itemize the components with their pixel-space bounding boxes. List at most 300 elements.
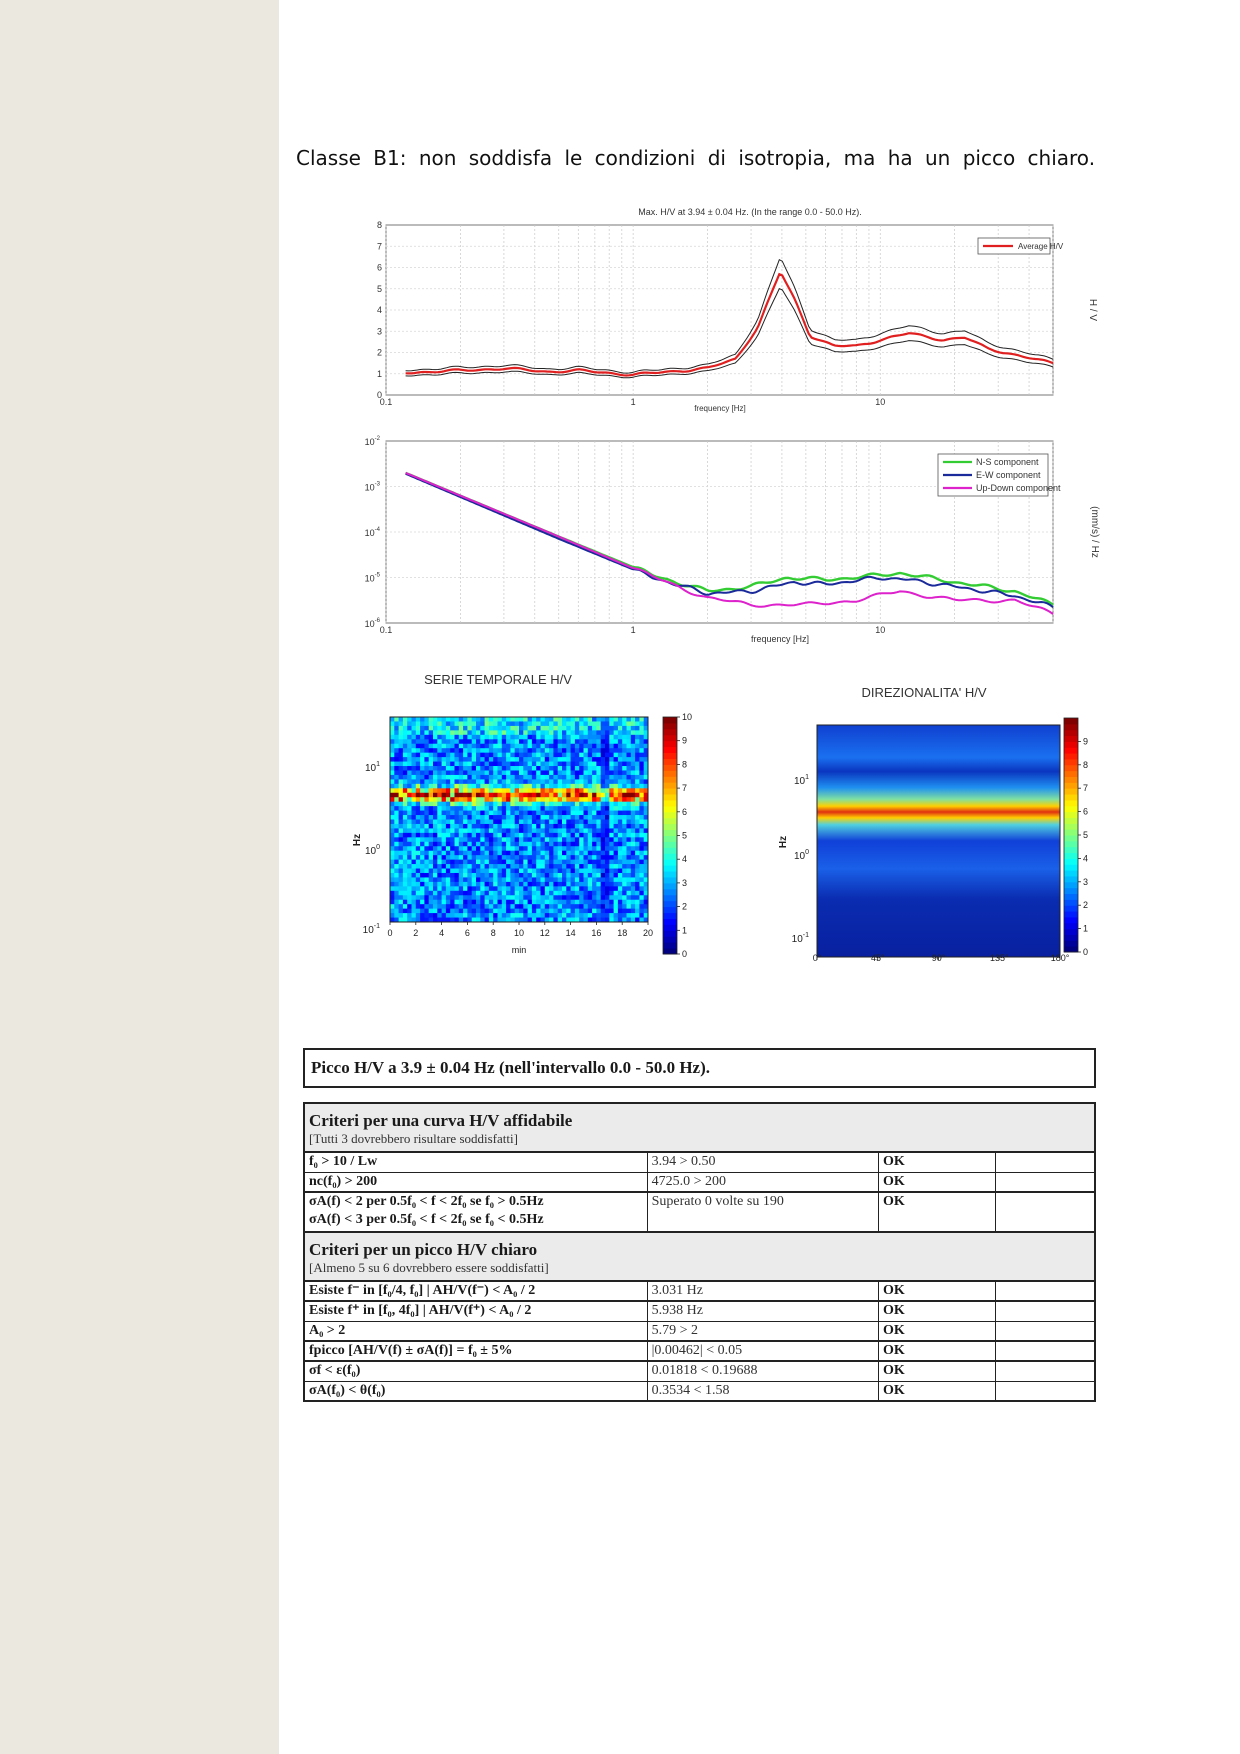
heatmap-cell xyxy=(455,882,460,887)
heatmap-cell xyxy=(416,748,421,753)
heatmap-cell xyxy=(536,877,541,882)
hv-x-ticks xyxy=(380,397,886,407)
heatmap-cell xyxy=(553,877,558,882)
heatmap-cell xyxy=(420,864,425,869)
heatmap-cell xyxy=(631,837,636,842)
heatmap-cell xyxy=(420,891,425,896)
heatmap-cell xyxy=(541,757,546,762)
heatmap-cell xyxy=(407,851,412,856)
heatmap-cell xyxy=(455,869,460,874)
colorbar-segment xyxy=(663,764,677,770)
heatmap-cell xyxy=(485,802,490,807)
heatmap-cell xyxy=(455,784,460,789)
heatmap-cell xyxy=(639,882,644,887)
hv-legend-label: Average H/V xyxy=(1018,242,1064,251)
heatmap-cell xyxy=(420,851,425,856)
colorbar-segment xyxy=(663,859,677,865)
heatmap-cell xyxy=(596,904,601,909)
colorbar-segment xyxy=(1064,794,1078,800)
heatmap-cell xyxy=(476,726,481,731)
heatmap-cell xyxy=(575,864,580,869)
heatmap-cell xyxy=(592,820,597,825)
heatmap-cell xyxy=(575,842,580,847)
heatmap-cell xyxy=(510,904,515,909)
heatmap-cell xyxy=(403,797,408,802)
x-tick-label: 45° xyxy=(870,953,885,963)
colorbar-segment xyxy=(663,918,677,924)
heatmap-cell xyxy=(592,842,597,847)
heatmap-cell xyxy=(639,726,644,731)
heatmap-cell xyxy=(407,717,412,722)
heatmap-cell xyxy=(631,851,636,856)
heatmap-cell xyxy=(510,797,515,802)
heatmap-cell xyxy=(631,788,636,793)
heatmap-cell xyxy=(541,864,546,869)
heatmap-cell xyxy=(493,797,498,802)
heatmap-cell xyxy=(480,802,485,807)
heatmap-cell xyxy=(476,748,481,753)
heatmap-cell xyxy=(446,739,451,744)
heatmap-cell xyxy=(424,779,429,784)
heatmap-cell xyxy=(472,766,477,771)
heatmap-cell xyxy=(639,775,644,780)
heatmap-cell xyxy=(631,815,636,820)
heatmap-cell xyxy=(528,846,533,851)
heatmap-cell xyxy=(442,793,447,798)
heatmap-cell xyxy=(493,815,498,820)
heatmap-cell xyxy=(424,855,429,860)
heatmap-cell xyxy=(639,900,644,905)
heatmap-cell xyxy=(575,726,580,731)
heatmap-cell xyxy=(472,726,477,731)
heatmap-cell xyxy=(528,762,533,767)
heatmap-cell xyxy=(541,877,546,882)
heatmap-cell xyxy=(558,766,563,771)
heatmap-cell xyxy=(506,851,511,856)
heatmap-cell xyxy=(523,726,528,731)
heatmap-cell xyxy=(412,775,417,780)
heatmap-cell xyxy=(489,873,494,878)
heatmap-cell xyxy=(394,811,399,816)
heatmap-cell xyxy=(609,779,614,784)
heatmap-cell xyxy=(519,909,524,914)
heatmap-cell xyxy=(536,793,541,798)
heatmap-cell xyxy=(549,860,554,865)
heatmap-cell xyxy=(433,730,438,735)
heatmap-cell xyxy=(472,748,477,753)
heatmap-cell xyxy=(480,824,485,829)
heatmap-cell xyxy=(416,762,421,767)
heatmap-cell xyxy=(545,766,550,771)
heatmap-cell xyxy=(420,904,425,909)
heatmap-cell xyxy=(558,721,563,726)
heatmap-cell xyxy=(562,837,567,842)
heatmap-cell xyxy=(459,726,464,731)
heatmap-cell xyxy=(618,873,623,878)
heatmap-cell xyxy=(515,721,520,726)
empty-cell xyxy=(995,1192,1095,1232)
heatmap-cell xyxy=(605,886,610,891)
heatmap-cell xyxy=(545,877,550,882)
heatmap-cell xyxy=(541,770,546,775)
heatmap-cell xyxy=(493,828,498,833)
heatmap-cell xyxy=(635,784,640,789)
heatmap-cell xyxy=(528,744,533,749)
heatmap-cell xyxy=(485,793,490,798)
heatmap-cell xyxy=(424,900,429,905)
heatmap-cell xyxy=(472,802,477,807)
heatmap-cell xyxy=(596,735,601,740)
heatmap-cell xyxy=(472,851,477,856)
heatmap-cell xyxy=(485,851,490,856)
heatmap-cell xyxy=(631,748,636,753)
heatmap-cell xyxy=(407,811,412,816)
heatmap-cell xyxy=(403,877,408,882)
heatmap-cell xyxy=(390,877,395,882)
heatmap-cell xyxy=(476,904,481,909)
heatmap-cell xyxy=(493,864,498,869)
colorbar-segment xyxy=(1064,730,1078,736)
heatmap-cell xyxy=(407,721,412,726)
heatmap-cell xyxy=(493,909,498,914)
heatmap-cell xyxy=(412,833,417,838)
heatmap-cell xyxy=(562,784,567,789)
heatmap-cell xyxy=(442,806,447,811)
heatmap-cell xyxy=(579,860,584,865)
heatmap-cell xyxy=(515,909,520,914)
heatmap-cell xyxy=(394,784,399,789)
heatmap-cell xyxy=(579,820,584,825)
heatmap-cell xyxy=(433,864,438,869)
heatmap-cell xyxy=(433,891,438,896)
heatmap-cell xyxy=(541,753,546,758)
heatmap-cell xyxy=(502,833,507,838)
heatmap-cell xyxy=(467,802,472,807)
heatmap-cell xyxy=(510,891,515,896)
heatmap-cell xyxy=(399,891,404,896)
heatmap-cell xyxy=(455,909,460,914)
time-series-panel xyxy=(340,670,693,960)
heatmap-cell xyxy=(493,837,498,842)
heatmap-cell xyxy=(442,837,447,842)
heatmap-cell xyxy=(639,833,644,838)
heatmap-cell xyxy=(566,846,571,851)
heatmap-cell xyxy=(429,855,434,860)
heatmap-cell xyxy=(596,784,601,789)
heatmap-cell xyxy=(412,757,417,762)
heatmap-cell xyxy=(455,735,460,740)
heatmap-cell xyxy=(627,904,632,909)
heatmap-cell xyxy=(601,753,606,758)
colorbar-segment xyxy=(1064,800,1078,806)
heatmap-cell xyxy=(558,770,563,775)
heatmap-cell xyxy=(476,824,481,829)
heatmap-cell xyxy=(433,877,438,882)
heatmap-cell xyxy=(429,735,434,740)
heatmap-cell xyxy=(472,717,477,722)
heatmap-cell xyxy=(523,793,528,798)
heatmap-cell xyxy=(442,775,447,780)
heatmap-cell xyxy=(639,860,644,865)
heatmap-cell xyxy=(609,815,614,820)
heatmap-cell xyxy=(558,820,563,825)
heatmap-cell xyxy=(545,869,550,874)
heatmap-cell xyxy=(455,766,460,771)
hv-chart-title: Max. H/V at 3.94 ± 0.04 Hz. (In the range 0.0 - 50.0 Hz). xyxy=(638,207,862,217)
heatmap-cell xyxy=(584,886,589,891)
heatmap-cell xyxy=(579,770,584,775)
heatmap-cell xyxy=(627,873,632,878)
heatmap-cell xyxy=(407,846,412,851)
heatmap-cell xyxy=(579,904,584,909)
heatmap-cell xyxy=(467,717,472,722)
y-tick-label: 0 xyxy=(376,390,382,400)
colorbar-segment xyxy=(663,877,677,883)
criterion: fpicco [AH/V(f) ± σA(f)] = f₀ ± 5% xyxy=(304,1341,647,1361)
heatmap-cell xyxy=(536,730,541,735)
heatmap-cell xyxy=(614,748,619,753)
heatmap-cell xyxy=(476,913,481,918)
heatmap-cell xyxy=(631,855,636,860)
heatmap-cell xyxy=(412,837,417,842)
heatmap-cell xyxy=(566,842,571,847)
heatmap-cell xyxy=(467,788,472,793)
heatmap-cell xyxy=(584,869,589,874)
heatmap-cell xyxy=(558,806,563,811)
heatmap-cell xyxy=(472,793,477,798)
heatmap-cell xyxy=(399,788,404,793)
heatmap-cell xyxy=(446,717,451,722)
heatmap-cell xyxy=(605,851,610,856)
heatmap-cell xyxy=(390,811,395,816)
heatmap-cell xyxy=(588,904,593,909)
heatmap-cell xyxy=(601,739,606,744)
heatmap-cell xyxy=(566,873,571,878)
heatmap-cell xyxy=(399,864,404,869)
heatmap-cell xyxy=(450,717,455,722)
heatmap-cell xyxy=(627,828,632,833)
heatmap-cell xyxy=(485,735,490,740)
heatmap-cell xyxy=(553,828,558,833)
heatmap-cell xyxy=(463,797,468,802)
heatmap-cell xyxy=(433,811,438,816)
heatmap-cell xyxy=(424,909,429,914)
table-row xyxy=(304,1341,1095,1361)
heatmap-cell xyxy=(394,842,399,847)
heatmap-cell xyxy=(498,909,503,914)
heatmap-cell xyxy=(510,770,515,775)
heatmap-cell xyxy=(390,842,395,847)
heatmap-cell xyxy=(416,886,421,891)
colorbar-label: 4 xyxy=(1083,853,1089,864)
heatmap-cell xyxy=(605,904,610,909)
heatmap-cell xyxy=(618,770,623,775)
x-tick-label: 0.1 xyxy=(379,625,393,635)
heatmap-cell xyxy=(545,846,550,851)
heatmap-cell xyxy=(541,793,546,798)
heatmap-cell xyxy=(489,828,494,833)
heatmap-cell xyxy=(558,886,563,891)
heatmap-cell xyxy=(437,828,442,833)
heatmap-cell xyxy=(420,726,425,731)
heatmap-cell xyxy=(476,757,481,762)
heatmap-cell xyxy=(416,739,421,744)
heatmap-cell xyxy=(403,895,408,900)
heatmap-cell xyxy=(446,784,451,789)
heatmap-cell xyxy=(433,802,438,807)
colorbar-segment xyxy=(1064,823,1078,829)
heatmap-cell xyxy=(635,904,640,909)
heatmap-cell xyxy=(541,797,546,802)
heatmap-cell xyxy=(627,877,632,882)
heatmap-cell xyxy=(480,842,485,847)
heatmap-cell xyxy=(566,882,571,887)
heatmap-cell xyxy=(549,757,554,762)
heatmap-cell xyxy=(528,775,533,780)
heatmap-cell xyxy=(390,766,395,771)
heatmap-cell xyxy=(450,726,455,731)
heatmap-cell xyxy=(592,775,597,780)
heatmap-cell xyxy=(485,815,490,820)
heatmap-cell xyxy=(510,739,515,744)
x-tick-label: 90° xyxy=(931,953,946,963)
heatmap-cell xyxy=(528,909,533,914)
colorbar-segment xyxy=(1064,917,1078,923)
heatmap-cell xyxy=(558,882,563,887)
heatmap-cell xyxy=(493,739,498,744)
heatmap-cell xyxy=(549,900,554,905)
heatmap-cell xyxy=(498,860,503,865)
heatmap-cell xyxy=(588,779,593,784)
heatmap-cell xyxy=(639,820,644,825)
heatmap-cell xyxy=(545,797,550,802)
heatmap-cell xyxy=(639,721,644,726)
heatmap-cell xyxy=(416,717,421,722)
heatmap-cell xyxy=(510,779,515,784)
heatmap-cell xyxy=(476,828,481,833)
heatmap-cell xyxy=(523,784,528,789)
heatmap-cell xyxy=(515,775,520,780)
heatmap-cell xyxy=(609,721,614,726)
heatmap-cell xyxy=(437,802,442,807)
heatmap-cell xyxy=(489,820,494,825)
heatmap-cell xyxy=(437,864,442,869)
colorbar-segment xyxy=(1064,759,1078,765)
empty-cell xyxy=(995,1152,1095,1172)
heatmap-cell xyxy=(618,815,623,820)
heatmap-cell xyxy=(571,851,576,856)
heatmap-cell xyxy=(502,886,507,891)
heatmap-cell xyxy=(463,739,468,744)
heatmap-cell xyxy=(622,842,627,847)
heatmap-cell xyxy=(519,855,524,860)
heatmap-cell xyxy=(596,757,601,762)
heatmap-cell xyxy=(502,864,507,869)
heatmap-cell xyxy=(562,824,567,829)
heatmap-cell xyxy=(596,770,601,775)
heatmap-cell xyxy=(480,762,485,767)
heatmap-cell xyxy=(549,797,554,802)
table-row xyxy=(304,1301,1095,1321)
heatmap-cell xyxy=(588,753,593,758)
heatmap-cell xyxy=(459,775,464,780)
heatmap-cell xyxy=(455,748,460,753)
heatmap-cell xyxy=(420,900,425,905)
heatmap-cell xyxy=(609,824,614,829)
heatmap-cell xyxy=(429,828,434,833)
heatmap-cell xyxy=(592,730,597,735)
heatmap-cell xyxy=(412,882,417,887)
heatmap-cell xyxy=(579,891,584,896)
heatmap-cell xyxy=(545,784,550,789)
heatmap-cell xyxy=(519,806,524,811)
heatmap-cell xyxy=(528,860,533,865)
heatmap-cell xyxy=(579,748,584,753)
heatmap-cell xyxy=(446,806,451,811)
heatmap-cell xyxy=(515,877,520,882)
heatmap-cell xyxy=(450,855,455,860)
heatmap-cell xyxy=(463,726,468,731)
heatmap-cell xyxy=(472,891,477,896)
heatmap-cell xyxy=(399,775,404,780)
heatmap-cell xyxy=(523,721,528,726)
y-tick-label: 6 xyxy=(376,262,382,273)
heatmap-cell xyxy=(575,882,580,887)
heatmap-cell xyxy=(390,806,395,811)
heatmap-cell xyxy=(493,753,498,758)
heatmap-cell xyxy=(493,855,498,860)
y-tick-label: $10^{-2}$ xyxy=(364,436,380,447)
heatmap-cell xyxy=(605,717,610,722)
criterion: σA(f₀) < θ(f₀) xyxy=(304,1381,647,1401)
heatmap-cell xyxy=(407,757,412,762)
heatmap-cell xyxy=(472,820,477,825)
heatmap-cell xyxy=(639,784,644,789)
heatmap-cell xyxy=(493,900,498,905)
dir-ytick-10-0: $10^0$ xyxy=(793,849,809,862)
heatmap-cell xyxy=(588,820,593,825)
heatmap-cell xyxy=(515,717,520,722)
heatmap-cell xyxy=(416,815,421,820)
heatmap-cell xyxy=(523,815,528,820)
heatmap-cell xyxy=(403,726,408,731)
heatmap-cell xyxy=(532,837,537,842)
heatmap-cell xyxy=(592,770,597,775)
heatmap-cell xyxy=(571,882,576,887)
empty-cell xyxy=(995,1172,1095,1192)
heatmap-cell xyxy=(403,864,408,869)
heatmap-cell xyxy=(631,842,636,847)
heatmap-cell xyxy=(601,860,606,865)
heatmap-cell xyxy=(618,721,623,726)
heatmap-cell xyxy=(493,770,498,775)
heatmap-cell xyxy=(480,753,485,758)
heatmap-cell xyxy=(571,726,576,731)
heatmap-cell xyxy=(519,828,524,833)
heatmap-cell xyxy=(476,806,481,811)
criterion-line-2: σA(f) < 3 per 0.5f₀ < f < 2f₀ se f₀ < 0.5Hz xyxy=(309,1212,544,1227)
heatmap-cell xyxy=(416,766,421,771)
heatmap-cell xyxy=(592,748,597,753)
heatmap-cell xyxy=(528,757,533,762)
heatmap-cell xyxy=(455,721,460,726)
heatmap-cell xyxy=(536,864,541,869)
heatmap-cell xyxy=(584,904,589,909)
heatmap-cell xyxy=(442,779,447,784)
heatmap-cell xyxy=(627,784,632,789)
colorbar-segment xyxy=(663,770,677,776)
heatmap-cell xyxy=(429,886,434,891)
